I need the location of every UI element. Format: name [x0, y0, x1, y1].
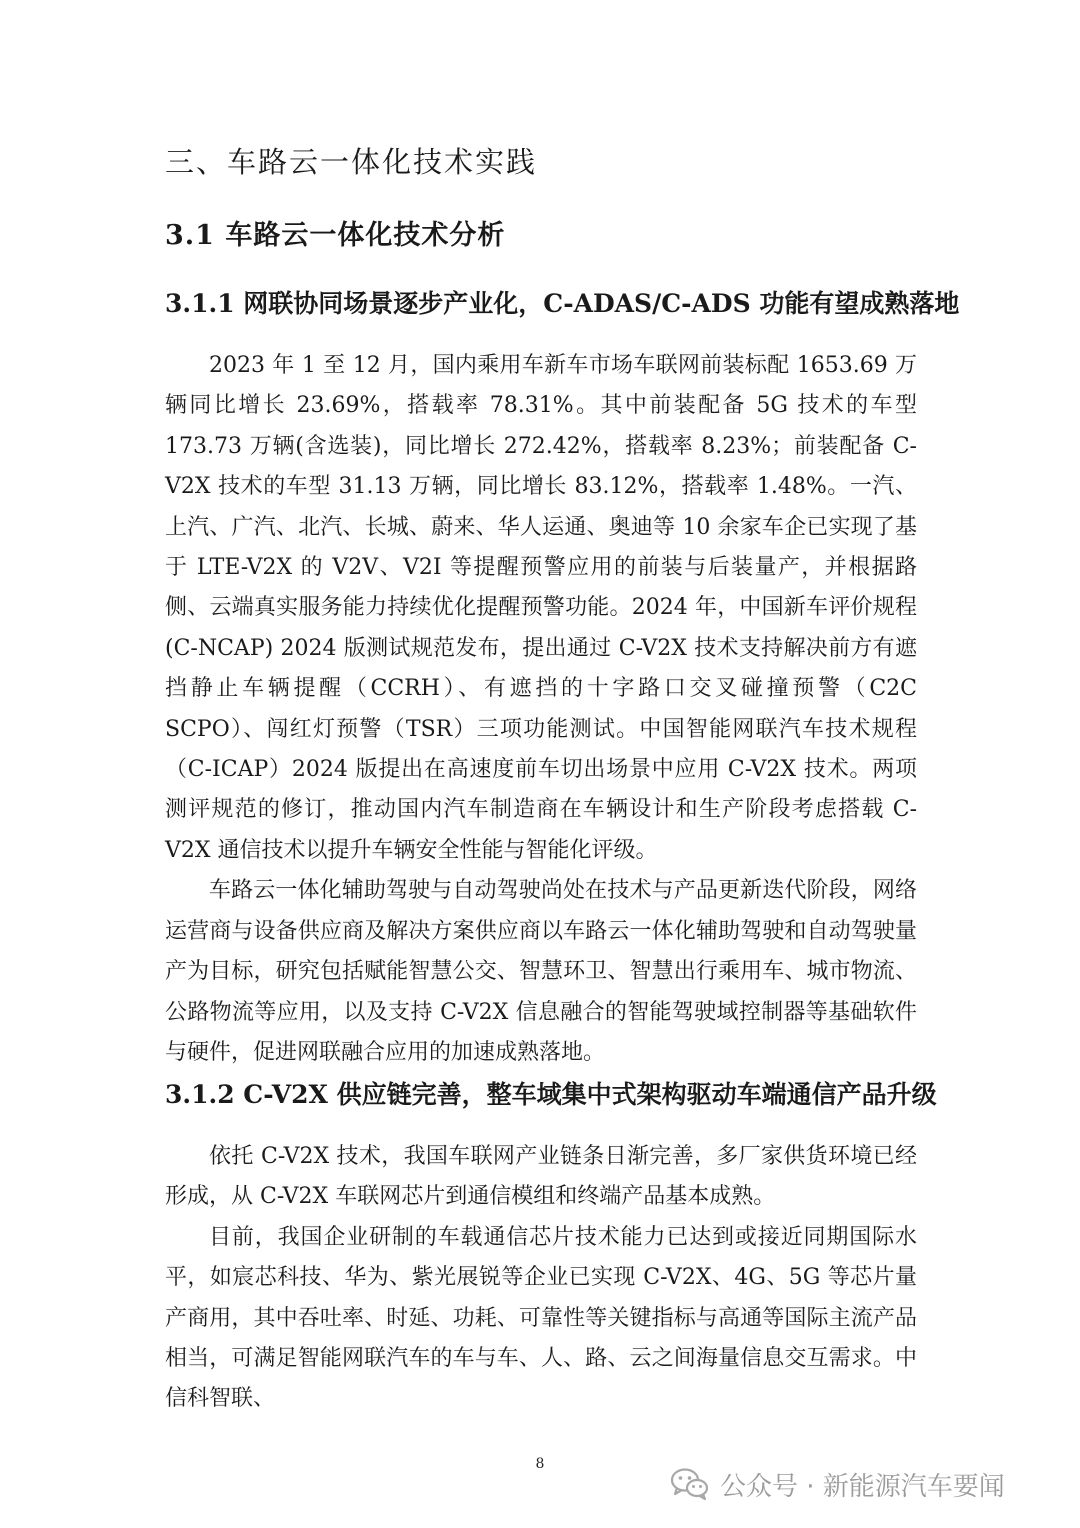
subsection-title-3-1-2: 3.1.2 C-V2X 供应链完善，整车域集中式架构驱动车端通信产品升级	[165, 1080, 937, 1109]
page-number: 8	[535, 1456, 545, 1472]
wechat-icon	[670, 1467, 710, 1501]
subsection-title-3-1-1: 3.1.1 网联协同场景逐步产业化，C-ADAS/C-ADS 功能有望成熟落地	[165, 289, 960, 318]
subsection-body-3-1-2	[165, 1137, 917, 1420]
chapter-title: 三、车路云一体化技术实践	[165, 145, 538, 179]
watermark-text: 公众号 · 新能源汽车要闻	[720, 1471, 1005, 1502]
paragraph: 2023 年 1 至 12 月，国内乘用车新车市场车联网前装标配 1653.69 万辆同比增长 23.69%，搭载率 78.31%。其中前装配备 5G 技术的车型 173.73 万辆(含选装)，同比增长 272.42%，搭载率 8.23%；前装配备 C-V2X 技术的车型 31.13 万辆，同比增长 83.12%，搭载率 1.48%。一汽、上汽、广汽、北汽、长城、蔚来、华人运通、奥迪等 10 余家车企已实现了基于 LTE-V2X 的 V2V、V2I 等提醒预警应用的前装与后装量产，并根据路侧、云端真实服务能力持续优化提醒预警功能。2024 年，中国新车评价规程(C-NCAP) 2024 版测试规范发布，提出通过 C-V2X 技术支持解决前方有遮挡静止车辆提醒（CCRH）、有遮挡的十字路口交叉碰撞预警（C2C SCPO）、闯红灯预警（TSR）三项功能测试。中国智能网联汽车技术规程（C-ICAP）2024 版提出在高速度前车切出场景中应用 C-V2X 技术。两项测评规范的修订，推动国内汽车制造商在车辆设计和生产阶段考虑搭载 C-V2X 通信技术以提升车辆安全性能与智能化评级。	[165, 353, 917, 863]
paragraph: 车路云一体化辅助驾驶与自动驾驶尚处在技术与产品更新迭代阶段，网络运营商与设备供应商及解决方案供应商以车路云一体化辅助驾驶和自动驾驶量产为目标，研究包括赋能智慧公交、智慧环卫、智慧出行乘用车、城市物流、公路物流等应用，以及支持 C-V2X 信息融合的智能驾驶域控制器等基础软件与硬件，促进网联融合应用的加速成熟落地。	[165, 878, 917, 1065]
section-title: 3.1 车路云一体化技术分析	[165, 220, 506, 251]
paragraph: 目前，我国企业研制的车载通信芯片技术能力已达到或接近同期国际水平，如宸芯科技、华为、紫光展锐等企业已实现 C-V2X、4G、5G 等芯片量产商用，其中吞吐率、时延、功耗、可靠性等关键指标与高通等国际主流产品相当，可满足智能网联汽车的车与车、人、路、云之间海量信息交互需求。中信科智联、	[165, 1224, 917, 1412]
paragraph: 依托 C-V2X 技术，我国车联网产业链条日渐完善，多厂家供货环境已经形成，从 C-V2X 车联网芯片到通信模组和终端产品基本成熟。	[165, 1144, 917, 1210]
watermark	[670, 1462, 1005, 1506]
subsection-body-3-1-1	[165, 346, 917, 1073]
